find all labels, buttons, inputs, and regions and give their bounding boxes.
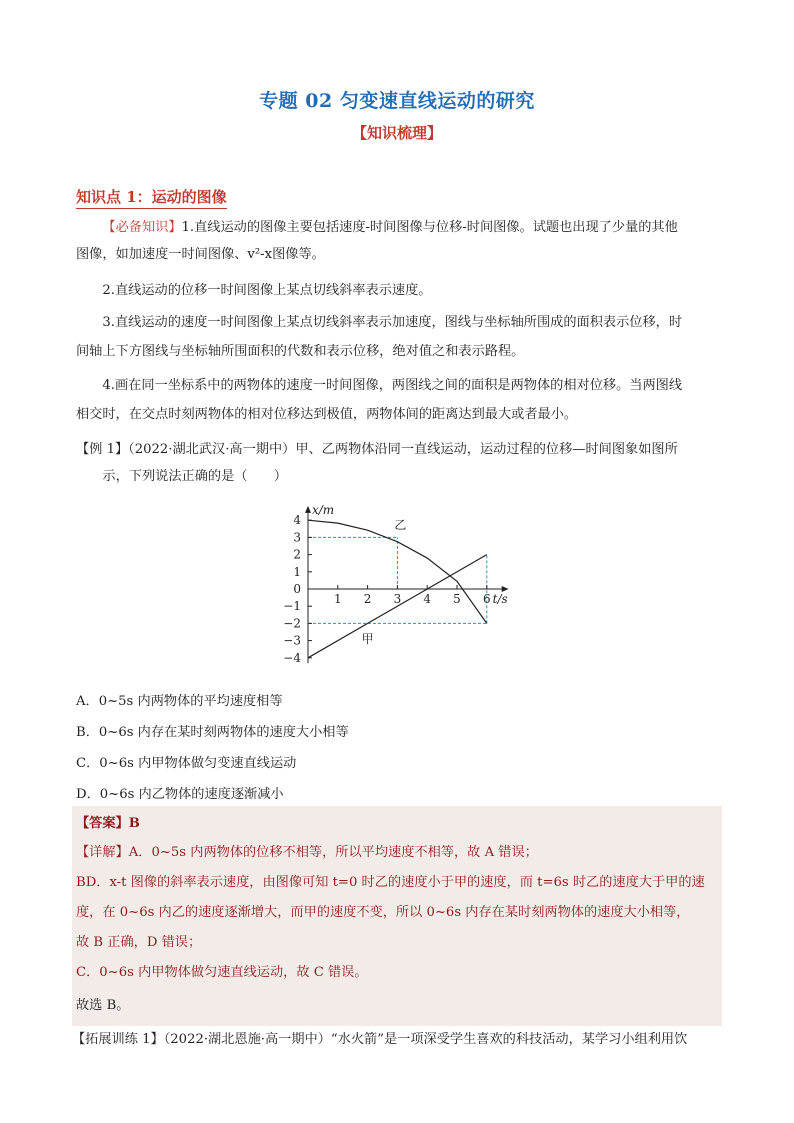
y-tick-label-3: 3 bbox=[293, 530, 301, 545]
chart-svg bbox=[284, 492, 524, 678]
x-tick-label-5: 5 bbox=[453, 592, 461, 606]
y-tick-label--3: −3 bbox=[284, 633, 301, 648]
detail-line-1: 【详解】A．0~5s 内两物体的位移不相等，所以平均速度不相等，故 A 错误； bbox=[76, 845, 538, 860]
series-label-yi: 乙 bbox=[394, 517, 407, 532]
paragraph-4-cont: 相交时，在交点时刻两物体的相对位移达到极值，两物体间的距离达到最大或者最小。 bbox=[76, 407, 578, 422]
y-tick-label-0: 0 bbox=[293, 582, 301, 596]
option-b: B．0~6s 内存在某时刻两物体的速度大小相等 bbox=[76, 725, 349, 740]
x-axis-label: t/s bbox=[492, 592, 508, 606]
x-tick-label-6: 6 bbox=[482, 592, 491, 606]
knowledge-point-heading: 知识点 1：运动的图像 bbox=[76, 186, 227, 209]
answer-line: 【答案】B bbox=[76, 816, 140, 831]
x-tick-label-2: 2 bbox=[363, 592, 372, 606]
paragraph-1-cont: 图像，如加速度一时间图像、v²-x图像等。 bbox=[76, 247, 325, 262]
paragraph-4: 4.画在同一坐标系中的两物体的速度一时间图像，两图线之间的面积是两物体的相对位移。当两图线 bbox=[102, 378, 683, 393]
y-tick-label--1: −1 bbox=[284, 599, 301, 614]
paragraph-3-cont: 间轴上下方图线与坐标轴所围面积的代数和表示位移，绝对值之和表示路程。 bbox=[76, 344, 525, 359]
detail-line-5: C．0~6s 内甲物体做匀速直线运动，故 C 错误。 bbox=[76, 965, 368, 980]
paragraph-2: 2.直线运动的位移一时间图像上某点切线斜率表示速度。 bbox=[102, 283, 432, 298]
detail-line-4: 故 B 正确，D 错误； bbox=[76, 935, 202, 950]
section-subtitle: 【知识梳理】 bbox=[351, 124, 442, 142]
option-a: A．0~5s 内两物体的平均速度相等 bbox=[76, 694, 283, 709]
option-d: D．0~6s 内乙物体的速度逐渐减小 bbox=[76, 787, 284, 802]
series-label-jia: 甲 bbox=[361, 631, 374, 646]
y-tick-label-4: 4 bbox=[293, 513, 301, 528]
required-knowledge-label: 【必备知识】 bbox=[102, 220, 182, 235]
y-tick-label--2: −2 bbox=[284, 616, 301, 631]
page-title: 专题 02 匀变速直线运动的研究 bbox=[259, 90, 535, 112]
detail-line-6: 故选 B。 bbox=[76, 998, 130, 1013]
detail-line-3: 度，在 0~6s 内乙的速度逐渐增大，而甲的速度不变，所以 0~6s 内存在某时刻两物体的速度大小相等， bbox=[76, 905, 690, 920]
detail-line-2: BD．x-t 图像的斜率表示速度，由图像可知 t=0 时乙的速度小于甲的速度，而 t=6s 时乙的速度大于甲的速 bbox=[76, 875, 705, 890]
y-tick-label-2: 2 bbox=[293, 547, 301, 562]
y-tick-label--4: −4 bbox=[284, 650, 301, 665]
x-tick-label-1: 1 bbox=[333, 592, 342, 606]
position-time-chart bbox=[284, 492, 524, 678]
series-line-0 bbox=[308, 555, 487, 658]
paragraph-1: 【必备知识】1.直线运动的图像主要包括速度-时间图像与位移-时间图像。试题也出现了少量的其他 bbox=[102, 220, 678, 235]
x-tick-label-3: 3 bbox=[393, 592, 402, 606]
y-tick-label-1: 1 bbox=[293, 564, 301, 579]
paragraph-3: 3.直线运动的速度一时间图像上某点切线斜率表示加速度，图线与坐标轴所围成的面积表示位移，时 bbox=[102, 315, 683, 330]
extension-question: 【拓展训练 1】（2022·湖北恩施·高一期中）“水火箭”是一项深受学生喜欢的科技活动，某学习小组利用饮 bbox=[72, 1032, 688, 1047]
example-question: 【例 1】（2022·湖北武汉·高一期中）甲、乙两物体沿同一直线运动，运动过程的位移—时间图象如图所 bbox=[76, 442, 678, 457]
y-axis-label: x/m bbox=[312, 502, 335, 517]
x-tick-label-4: 4 bbox=[423, 592, 432, 606]
example-question-cont: 示，下列说法正确的是（ ） bbox=[102, 469, 288, 484]
option-c: C．0~6s 内甲物体做匀变速直线运动 bbox=[76, 756, 297, 771]
y-axis-arrow bbox=[305, 506, 311, 513]
